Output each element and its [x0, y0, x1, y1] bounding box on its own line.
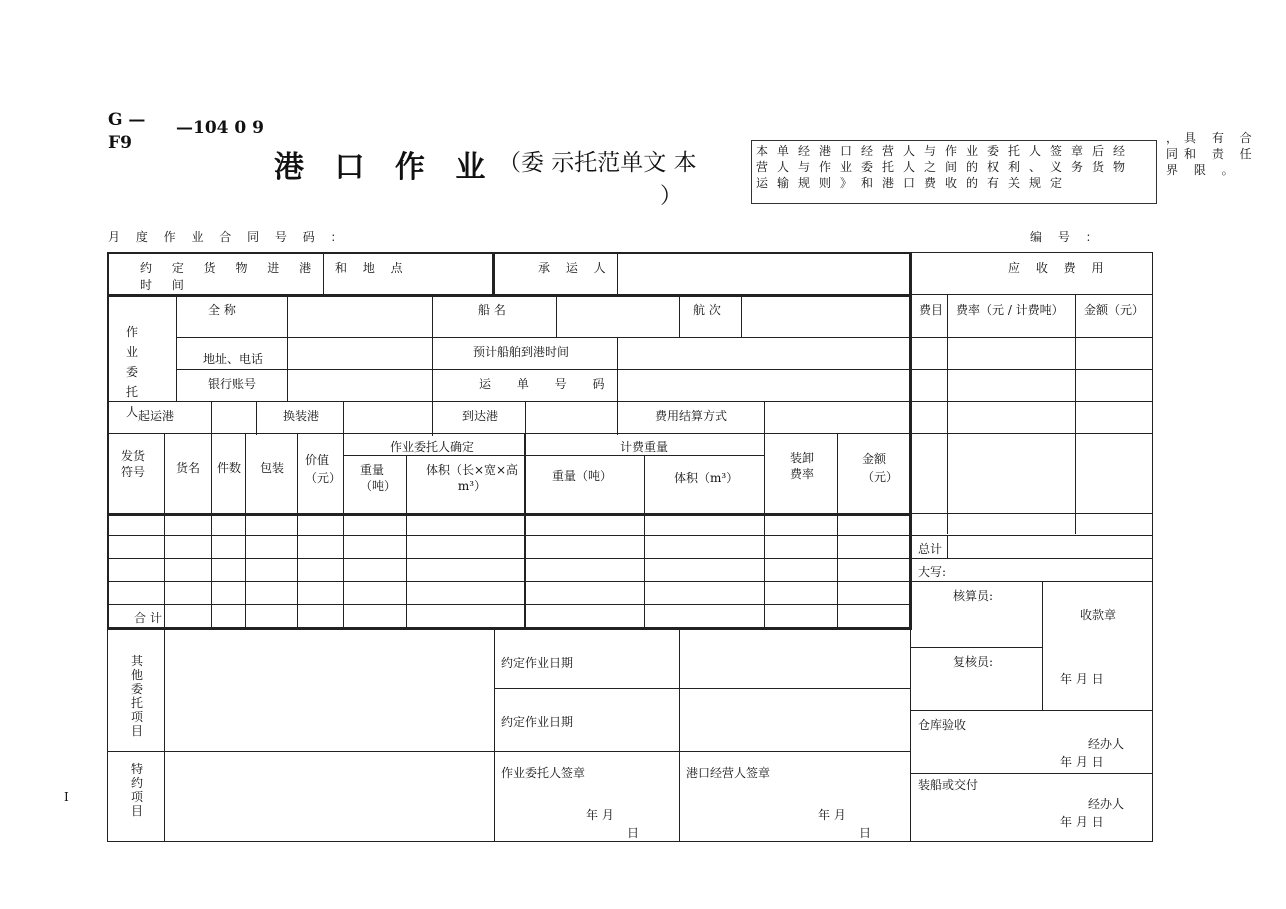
form-rule-line [256, 401, 257, 435]
amount-label: 金额（元） [1084, 303, 1145, 317]
form-rule-line [910, 773, 1153, 774]
consignor-label: 作 业 委 托 人 [126, 325, 147, 419]
form-rule-line [1042, 581, 1043, 711]
form-rule-line [947, 294, 948, 534]
carrier-label: 承 运 人 [538, 261, 612, 275]
form-rule-line [323, 252, 324, 296]
form-subtitle-paren: ） [660, 184, 683, 209]
form-rule-line [107, 841, 1153, 842]
consignor-sign-label: 作业委托人签章 [501, 766, 586, 780]
form-code-g: G — [108, 110, 146, 130]
dest-port-label: 到达港 [462, 409, 499, 423]
receipt-seal-label: 收款章 [1080, 608, 1117, 622]
loading-date: 年 月 日 [1060, 815, 1104, 829]
weight-t2-label: 重量（吨） [552, 469, 613, 483]
warehouse-check-label: 仓库验收 [918, 718, 967, 732]
goods-name-label: 货名 [176, 461, 201, 475]
shipping-mark-label: 发货符号 [121, 449, 146, 479]
form-rule-line [107, 433, 912, 434]
form-rule-line [909, 252, 912, 630]
total-label: 合 计 [134, 611, 162, 625]
form-rule-line [910, 337, 1153, 338]
form-rule-line [107, 401, 912, 402]
form-rule-line [1152, 252, 1153, 842]
form-rule-line [617, 401, 618, 435]
form-rule-line [297, 433, 298, 628]
full-name-label: 全 称 [208, 303, 236, 317]
amount2-label: 金额（元） [862, 452, 899, 484]
notice-suffix: ，具 有 合 同和 责 任 界 限 。 [1166, 131, 1258, 177]
other-items-label: 其他委托项目 [130, 654, 143, 738]
form-rule-line [107, 252, 109, 630]
form-rule-line [910, 558, 1153, 559]
form-rule-line [107, 535, 912, 536]
and-place-label: 和 地 点 [335, 261, 409, 275]
loading-handler-label: 经办人 [1088, 797, 1125, 811]
in-words-label: 大写: [918, 565, 947, 579]
address-phone-label: 地址、电话 [203, 352, 264, 366]
warehouse-date: 年 月 日 [1060, 755, 1104, 769]
agreed-date-label-1: 约定作业日期 [501, 656, 574, 670]
waybill-no-label: 运 单 号 码 [479, 377, 616, 391]
consignor-sign-year-month: 年 月 [586, 808, 614, 822]
form-rule-line [910, 647, 1043, 648]
port-sign-day: 日 [859, 826, 872, 840]
form-rule-line [492, 252, 495, 296]
form-rule-line [107, 294, 912, 297]
pieces-label: 件数 [217, 461, 242, 475]
billing-weight-label: 计费重量 [620, 440, 669, 454]
form-rule-line [107, 513, 912, 516]
form-rule-line [524, 433, 526, 628]
form-rule-line [287, 296, 288, 402]
port-operator-sign-label: 港口经营人签章 [686, 766, 771, 780]
notice-text: 本单经港口经营人与作业委托人签章后经营人与作业委托人之间的权利、义务货物运输规则》和港口费收的有关规定 [756, 144, 1135, 190]
reviewer-label: 复核员: [953, 655, 994, 669]
form-rule-line [343, 401, 344, 435]
form-rule-line [910, 627, 911, 842]
eta-port-label: 预计船舶到港时间 [473, 345, 570, 359]
form-rule-line [947, 535, 948, 558]
serial-number-label: 编 号 ： [1030, 230, 1104, 244]
form-rule-line [617, 337, 618, 403]
port-sign-year-month: 年 月 [818, 808, 846, 822]
volume-label: 体积（长×宽×高 m³） [425, 463, 519, 493]
form-rule-line [245, 433, 246, 628]
form-rule-line [910, 401, 1153, 402]
monthly-contract-label: 月 度 作 业 合 同 号 码 ： [108, 230, 349, 244]
form-title: 港 口 作 业 [274, 150, 496, 185]
form-rule-line [164, 627, 165, 842]
form-rule-line [107, 751, 911, 752]
form-code-f9: F9 [108, 133, 132, 153]
warehouse-handler-label: 经办人 [1088, 737, 1125, 751]
form-rule-line [107, 581, 912, 582]
fee-item-label: 费目 [919, 303, 944, 317]
form-rule-line [211, 433, 212, 628]
form-rule-line [343, 455, 765, 456]
form-rule-line [910, 369, 1153, 370]
form-rule-line [107, 604, 912, 605]
form-rule-line [556, 296, 557, 338]
form-rule-line [494, 688, 911, 689]
form-rule-line [910, 433, 1153, 434]
form-rule-line [494, 627, 495, 842]
settlement-label: 费用结算方式 [655, 409, 728, 423]
form-rule-line [107, 558, 912, 559]
volume-m3-label: 体积（m³） [674, 471, 739, 485]
form-rule-line [679, 296, 680, 338]
form-rule-line [741, 296, 742, 338]
agreed-time-label: 约 定 货 物 进 港 时 间 [140, 261, 320, 292]
form-rule-line [211, 401, 212, 435]
packing-label: 包装 [260, 461, 285, 475]
transship-port-label: 换装港 [283, 409, 320, 423]
fees-receivable-label: 应 收 费 用 [1008, 261, 1110, 275]
form-rule-line [679, 627, 680, 842]
form-subtitle: （委 示托范单文 本 [498, 150, 697, 176]
fee-rate-label: 费率（元 / 计费吨） [956, 303, 1064, 317]
bank-account-label: 银行账号 [208, 377, 257, 391]
value-label: 价值（元） [305, 453, 342, 485]
agreed-date-label-2: 约定作业日期 [501, 715, 574, 729]
form-rule-line [617, 252, 618, 296]
consignor-confirm-label: 作业委托人确定 [390, 440, 475, 454]
form-rule-line [176, 369, 910, 370]
consignor-sign-day: 日 [627, 826, 640, 840]
handling-rate-label: 装卸费率 [790, 451, 815, 481]
page-mark: I [64, 790, 69, 804]
form-rule-line [644, 455, 645, 628]
form-rule-line [164, 433, 165, 628]
form-rule-line [176, 296, 177, 402]
form-rule-line [107, 627, 108, 842]
form-rule-line [406, 455, 407, 628]
voyage-label: 航 次 [693, 303, 721, 317]
weight-t-label: 重量（吨） [360, 463, 397, 493]
origin-port-label: 起运港 [138, 409, 175, 423]
form-rule-line [432, 296, 433, 436]
grand-total-label: 总计 [918, 542, 943, 556]
form-rule-line [910, 513, 1153, 514]
form-rule-line [107, 627, 912, 630]
form-rule-line [910, 252, 1153, 253]
special-items-label: 特约项目 [130, 762, 143, 818]
ship-name-label: 船 名 [478, 303, 506, 317]
notice-box [751, 140, 1157, 204]
accountant-label: 核算员: [953, 589, 994, 603]
form-rule-line [343, 433, 344, 628]
form-rule-line [1075, 294, 1076, 534]
form-number: —104 0 9 [176, 118, 264, 138]
loading-delivery-label: 装船或交付 [918, 778, 979, 792]
form-rule-line [910, 581, 1153, 582]
form-rule-line [107, 252, 912, 254]
form-rule-line [910, 710, 1153, 711]
form-rule-line [837, 433, 838, 628]
form-rule-line [176, 337, 910, 338]
receipt-date: 年 月 日 [1060, 672, 1104, 686]
